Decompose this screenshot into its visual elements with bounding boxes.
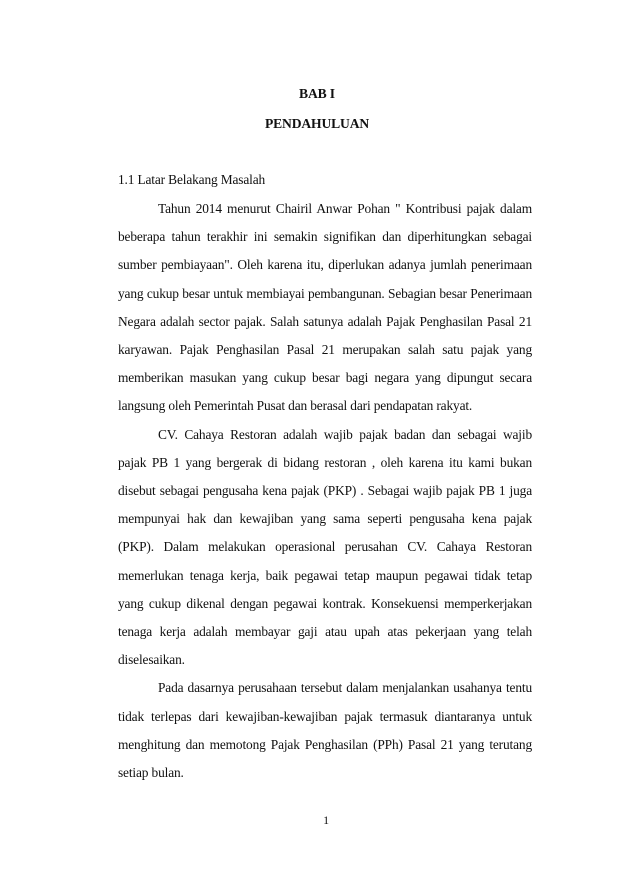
chapter-number: BAB I (299, 86, 335, 101)
chapter-title: PENDAHULUAN (264, 116, 370, 131)
paragraph-2: CV. Cahaya Restoran adalah wajib pajak badan dan sebagai wajib pajak PB 1 yang bergerak di bidang restoran , oleh karena itu kami bukan disebut sebagai pengusaha kena pajak (PKP) . Sebagai wajib pajak PB 1 juga mempunyai hak dan kewajiban yang sama seperti pengusaha kena pajak (PKP). Dalam melakukan operasional perusahan CV. Cahaya Restoran memerlukan tenaga kerja, baik pegawai tetap maupun pegawai tidak tetap yang cukup dikenal dengan pegawai kontrak. Konsekuensi memperkerjakan tenaga kerja adalah membayar gaji atau upah atas pekerjaan yang telah diselesaikan. (118, 426, 532, 668)
page-number: 1 (323, 813, 329, 827)
body-text (118, 195, 532, 787)
section-heading: 1.1 Latar Belakang Masalah (118, 172, 266, 187)
paragraph-1: Tahun 2014 menurut Chairil Anwar Pohan " Kontribusi pajak dalam beberapa tahun terakhir ini semakin signifikan dan diperhitungkan sebagai sumber pembiayaan". Oleh karena itu, diperlukan adanya jumlah penerimaan yang cukup besar untuk membiayai pembangunan. Sebagian besar Penerimaan Negara adalah sector pajak. Salah satunya adalah Pajak Penghasilan Pasal 21 karyawan. Pajak Penghasilan Pasal 21 merupakan salah satu pajak yang memberikan masukan yang cukup besar bagi negara yang dipungut secara langsung oleh Pemerintah Pusat dan berasal dari pendapatan rakyat. (118, 201, 532, 414)
paragraph-3: Pada dasarnya perusahaan tersebut dalam menjalankan usahanya tentu tidak terlepas dari kewajiban-kewajiban pajak termasuk diantaranya untuk menghitung dan memotong Pajak Penghasilan (PPh) Pasal 21 yang terutang setiap bulan. (118, 680, 532, 781)
